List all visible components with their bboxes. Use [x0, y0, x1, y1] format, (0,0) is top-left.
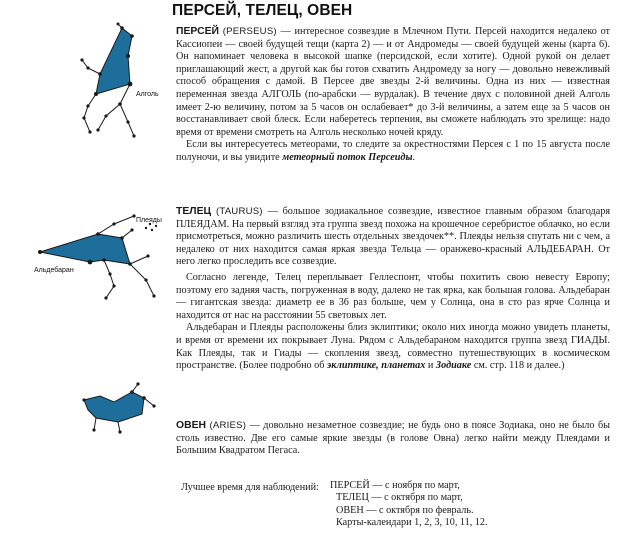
perseus-heading: ПЕРСЕЙ: [176, 26, 219, 37]
perseus-paragraph-2: [176, 139, 610, 164]
aries-constellation-icon: [70, 380, 160, 436]
aries-section: [176, 420, 610, 458]
taurus-text-3-end: см. стр. 118 и далее.): [471, 360, 565, 372]
taurus-text-1: — большое зодиакальное созвездие, известное главным образом благодаря ПЛЕЯДАМ. На первый взгляд эта группа звезд похожа на крошечное серебристое облачко, но если присмотреться, можно различить шесть отдельных звездочек**. Плеяды нельзя спутать ни с чем, а недалеко от них находится самая яркая звезда Тельца — оранжево-красный АЛЬДЕБАРАН. От него легко проследить все созвездие.: [176, 206, 611, 268]
best-time-line: ОВЕН — с октября по февраль.: [336, 504, 474, 516]
best-time-lines: [330, 480, 488, 530]
perseus-text-2-end: .: [412, 151, 416, 163]
best-time-line: Карты-календари 1, 2, 3, 10, 11, 12.: [336, 517, 488, 529]
page-title: ПЕРСЕЙ, ТЕЛЕЦ, ОВЕН: [172, 2, 353, 19]
perseids-meteor-shower: метеорный поток Персеиды: [282, 151, 413, 163]
aries-heading: ОВЕН: [176, 420, 207, 431]
best-time-lead: Лучшее время для наблюдений:: [181, 482, 319, 493]
taurus-text-3: Альдебаран и Плеяды расположены близ эклиптики; около них иногда можно увидеть планеты, и время от времени их покрывает Луна. Рядом с Альдебараном находится группа звезд ГИАДЫ. Как Плеяды, так и Гиады — скопления звезд, совместно путешествующих в космическом пространстве. (Более подробно об: [176, 322, 610, 372]
taurus-paragraph-1: [176, 206, 610, 269]
pleiades-label: Плеяды: [136, 217, 162, 224]
perseus-text-2: Если вы интересуетесь метеорами, то следите за окрестностями Персея с 1 по 15 августа после полуночи, и вы увидите: [176, 139, 610, 163]
ecliptic-planets-ref: эклиптике, планетах: [327, 360, 426, 372]
algol-label: Алголь: [136, 91, 159, 98]
aries-latin: (ARIES): [209, 420, 247, 431]
perseus-section: [176, 26, 610, 165]
taurus-text-3-mid: и: [425, 360, 436, 372]
taurus-paragraph-2: Согласно легенде, Телец переплывает Геллеспонт, чтобы похитить свою невесту Европу; поэтому его задняя часть, погруженная в воду, далеко не так ярка, как большая голова. Альдебаран — гигантская звезда: диаметр ее в 36 раз больше, чем у Солнца, она в сто раз ярче Солнца и находится от нас на расстоянии 55 световых лет.: [176, 271, 610, 321]
perseus-latin: (PERSEUS): [222, 26, 277, 37]
taurus-section: [176, 206, 610, 373]
best-time-line: ПЕРСЕЙ — с ноября по март,: [330, 480, 460, 491]
perseus-paragraph-1: [176, 26, 610, 139]
perseus-text-1: — интересное созвездие в Млечном Пути. Персей находится недалеко от Кассиопеи — своей будущей тещи (карта 2) — и от Андромеды — своей будущей жены (карта 6). Он напоминает человека в высокой шапке (персидской, если хотите). Одной рукой он делает приглашающий жест, а другой как бы готов схватить Андромеду за ногу — довольно невежливый способ обращения с дамой. В Персее две звезды 2-й величины. Одна из них — известная переменная звезда АЛГОЛЬ (по-арабски — вурдалак). В течение двух с половиной дней Алголь имеет 2-ю величину, потом за 5 часов он ослабевает* до 3-й величины, а затем еще за 5 часов он восстанавливает свой блеск. Если наберетесь терпения, вы сможете наблюдать это зрелище: надо время от времени смотреть на Алголь несколько ночей кряду.: [176, 26, 610, 138]
aldebaran-label: Альдебаран: [34, 267, 74, 274]
aries-text-1: — довольно незаметное созвездие; не будь оно в поясе Зодиака, оно не было бы столь известно. Две его самые яркие звезды (в голове Овна) легко найти между Плеядами и Большим Квадратом Пегаса.: [176, 420, 610, 457]
aries-paragraph-1: [176, 420, 610, 458]
perseus-constellation-icon: [60, 22, 170, 142]
zodiac-ref: Зодиаке: [435, 360, 472, 372]
taurus-paragraph-3: [176, 322, 610, 372]
taurus-constellation-icon: [18, 212, 168, 312]
taurus-latin: (TAURUS): [215, 206, 263, 217]
best-time-line: ТЕЛЕЦ — с октября по март,: [336, 492, 463, 504]
taurus-heading: ТЕЛЕЦ: [176, 206, 212, 217]
